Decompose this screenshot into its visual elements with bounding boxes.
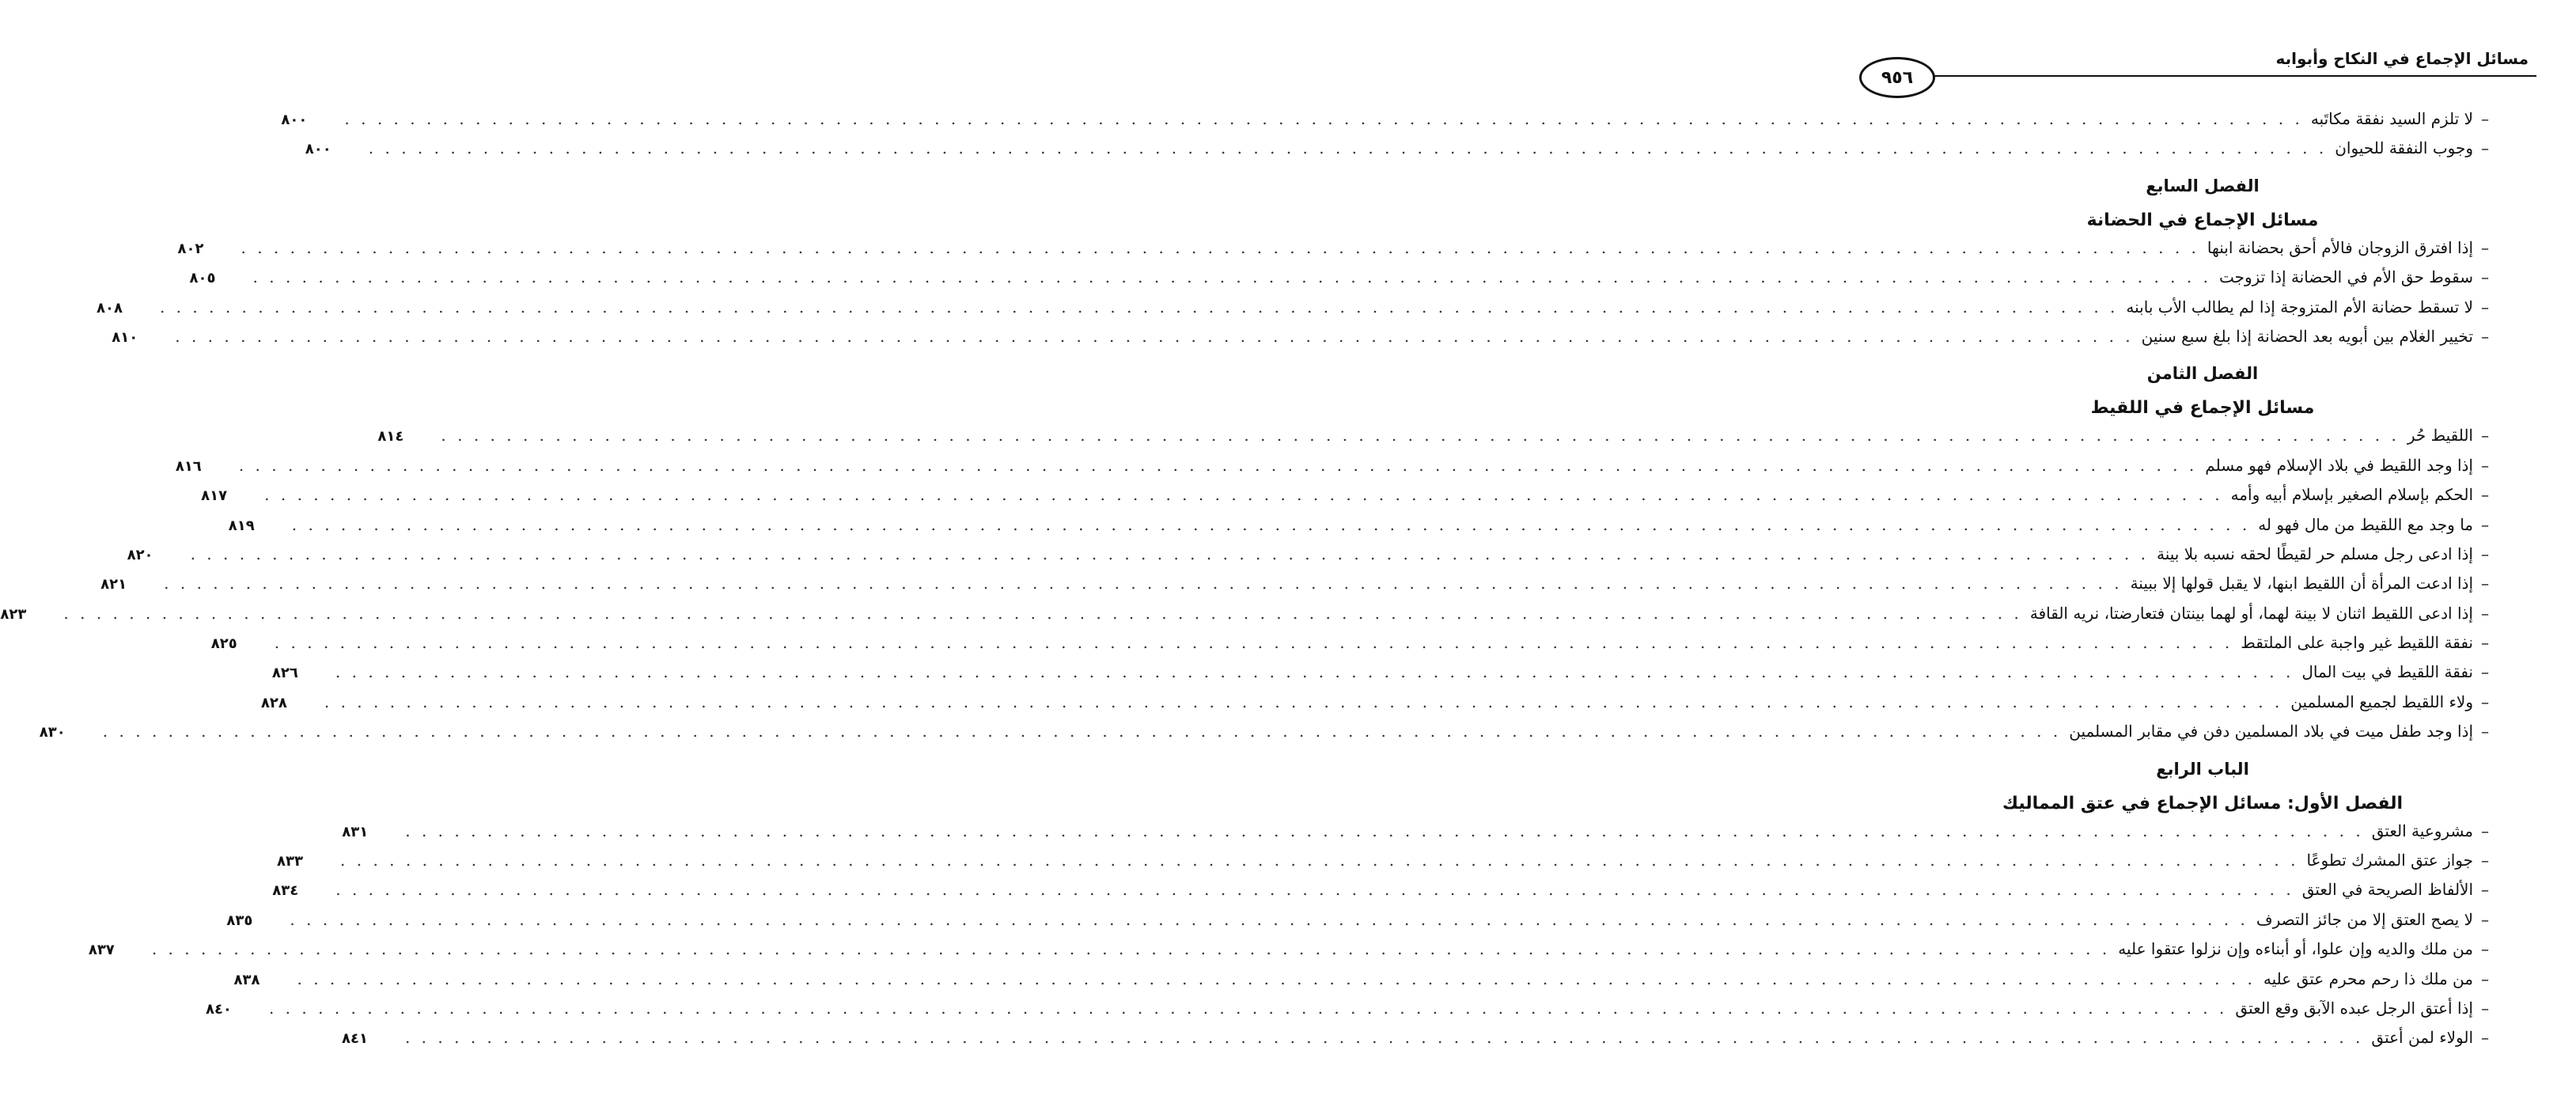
bullet-dash: – xyxy=(2481,603,2489,623)
toc-entry xyxy=(277,851,2489,880)
chapter-heading: الباب الرابع xyxy=(2156,759,2249,779)
dot-leader: . . . . . . . . . . . . . . . . . . . . . . . . . . . . . . . . . . . . . . . . . . . . . . . . . . . . . . . . . . . . . . . . . . . . . . . . . . . . . . . . . . . . . . . . . . . . . . . . . . . . . . . . . . . . . . . . . . . . . . . . xyxy=(102,722,2062,741)
dot-leader: . . . . . . . . . . . . . . . . . . . . . . . . . . . . . . . . . . . . . . . . . . . . . . . . . . . . . . . . . . . . . . . . . . . . . . . . . . . . . . . . . . . . . . . . . . . . . . . . . . . . . . . . . . . . . . . . . . . . . . . . xyxy=(164,574,2123,593)
toc-entry xyxy=(210,633,2489,662)
bullet-dash: – xyxy=(2481,455,2489,475)
toc-entry-page: ٨٢٨ xyxy=(260,694,287,711)
dot-leader: . . . . . . . . . . . . . . . . . . . . . . . . . . . . . . . . . . . . . . . . . . . . . . . . . . . . . . . . . . . . . . . . . . . . . . . . . . . . . . . . . . . . . . . . . . . . . . . . . . . . . . . . . . . . . . . . . . . . . . . . xyxy=(335,662,2294,682)
bullet-dash: – xyxy=(2481,1028,2489,1048)
toc-entry-title: مشروعية العتق xyxy=(2371,821,2473,840)
toc-entry xyxy=(39,722,2489,751)
toc-entry-page: ٨٣٠ xyxy=(39,724,66,741)
bullet-dash: – xyxy=(2481,969,2489,988)
toc-entry-page: ٨٠٥ xyxy=(189,270,216,287)
toc-entry-page: ٨١٤ xyxy=(377,428,404,446)
bullet-dash: – xyxy=(2481,851,2489,870)
toc-entry-title: وجوب النفقة للحيوان xyxy=(2335,138,2473,158)
table-of-contents xyxy=(0,109,2489,1058)
toc-entry-page: ٨١٦ xyxy=(175,457,202,475)
toc-entry-page: ٨٣٨ xyxy=(233,971,260,988)
bullet-dash: – xyxy=(2481,998,2489,1018)
dot-leader: . . . . . . . . . . . . . . . . . . . . . . . . . . . . . . . . . . . . . . . . . . . . . . . . . . . . . . . . . . . . . . . . . . . . . . . . . . . . . . . . . . . . . . . . . . . . . . . . . . . . . . . . . . . . . . . . . . . . . . . . xyxy=(324,692,2283,711)
bullet-dash: – xyxy=(2481,514,2489,534)
page-number-badge xyxy=(1859,57,1935,98)
toc-entry-page: ٨٢٠ xyxy=(127,546,153,563)
chapter-subheading: مسائل الإجماع في اللقيط xyxy=(2090,398,2315,419)
toc-entry-title: الولاء لمن أعتق xyxy=(2371,1028,2473,1048)
dot-leader: . . . . . . . . . . . . . . . . . . . . . . . . . . . . . . . . . . . . . . . . . . . . . . . . . . . . . . . . . . . . . . . . . . . . . . . . . . . . . . . . . . . . . . . . . . . . . . . . . . . . . . . . . . . . . . . . . . . . . . . . xyxy=(441,426,2400,446)
dot-leader: . . . . . . . . . . . . . . . . . . . . . . . . . . . . . . . . . . . . . . . . . . . . . . . . . . . . . . . . . . . . . . . . . . . . . . . . . . . . . . . . . . . . . . . . . . . . . . . . . . . . . . . . . . . . . . . . . . . . . . . . xyxy=(264,485,2223,505)
toc-entry-title: من ملك والديه وإن علوا، أو أبناءه وإن نزلوا عتقوا عليه xyxy=(2118,939,2473,959)
toc-entry-title: سقوط حق الأم في الحضانة إذا تزوجت xyxy=(2218,267,2473,287)
toc-entry-title: الحكم بإسلام الصغير بإسلام أبيه وأمه xyxy=(2230,485,2473,505)
toc-entry-page: ٨٠٠ xyxy=(281,112,308,128)
toc-entry-title: الألفاظ الصريحة في العتق xyxy=(2301,880,2473,900)
dot-leader: . . . . . . . . . . . . . . . . . . . . . . . . . . . . . . . . . . . . . . . . . . . . . . . . . . . . . . . . . . . . . . . . . . . . . . . . . . . . . . . . . . . . . . . . . . . . . . . . . . . . . . . . . . . . . . . . . . . . . . . . xyxy=(368,138,2328,158)
toc-entry-page: ٨١٠ xyxy=(112,328,138,346)
toc-entry-title: لا تسقط حضانة الأم المتزوجة إذا لم يطالب الأب بابنه xyxy=(2126,297,2473,317)
bullet-dash: – xyxy=(2481,237,2489,257)
dot-leader: . . . . . . . . . . . . . . . . . . . . . . . . . . . . . . . . . . . . . . . . . . . . . . . . . . . . . . . . . . . . . . . . . . . . . . . . . . . . . . . . . . . . . . . . . . . . . . . . . . . . . . . . . . . . . . . . . . . . . . . . xyxy=(335,880,2294,900)
bullet-dash: – xyxy=(2481,821,2489,840)
chapter-heading: الفصل السابع xyxy=(2146,176,2260,195)
dot-leader: . . . . . . . . . . . . . . . . . . . . . . . . . . . . . . . . . . . . . . . . . . . . . . . . . . . . . . . . . . . . . . . . . . . . . . . . . . . . . . . . . . . . . . . . . . . . . . . . . . . . . . . . . . . . . . . . . . . . . . . . xyxy=(175,326,2134,346)
toc-entry xyxy=(0,603,2489,633)
toc-entry xyxy=(271,662,2489,692)
dot-leader: . . . . . . . . . . . . . . . . . . . . . . . . . . . . . . . . . . . . . . . . . . . . . . . . . . . . . . . . . . . . . . . . . . . . . . . . . . . . . . . . . . . . . . . . . . . . . . . . . . . . . . . . . . . . . . . . . . . . . . . . xyxy=(190,544,2150,563)
toc-entry-page: ٨١٧ xyxy=(201,487,228,505)
chapter-subheading: مسائل الإجماع في الحضانة xyxy=(2086,210,2319,230)
dot-leader: . . . . . . . . . . . . . . . . . . . . . . . . . . . . . . . . . . . . . . . . . . . . . . . . . . . . . . . . . . . . . . . . . . . . . . . . . . . . . . . . . . . . . . . . . . . . . . . . . . . . . . . . . . . . . . . . . . . . . . . . xyxy=(404,1028,2364,1048)
bullet-dash: – xyxy=(2481,297,2489,317)
dot-leader: . . . . . . . . . . . . . . . . . . . . . . . . . . . . . . . . . . . . . . . . . . . . . . . . . . . . . . . . . . . . . . . . . . . . . . . . . . . . . . . . . . . . . . . . . . . . . . . . . . . . . . . . . . . . . . . . . . . . . . . . xyxy=(405,821,2364,840)
toc-entry-title: إذا ادعى رجل مسلم حر لقيطًا لحقه نسبه بلا بينة xyxy=(2157,544,2473,563)
toc-entry xyxy=(175,455,2489,485)
chapter-heading: الفصل الثامن xyxy=(2146,364,2259,384)
dot-leader: . . . . . . . . . . . . . . . . . . . . . . . . . . . . . . . . . . . . . . . . . . . . . . . . . . . . . . . . . . . . . . . . . . . . . . . . . . . . . . . . . . . . . . . . . . . . . . . . . . . . . . . . . . . . . . . . . . . . . . . . xyxy=(241,237,2199,257)
page-number: ٩٥٦ xyxy=(1881,67,1914,88)
toc-entry-title: ما وجد مع اللقيط من مال فهو له xyxy=(2258,514,2473,534)
toc-entry xyxy=(226,909,2489,939)
toc-entry xyxy=(228,514,2489,544)
dot-leader: . . . . . . . . . . . . . . . . . . . . . . . . . . . . . . . . . . . . . . . . . . . . . . . . . . . . . . . . . . . . . . . . . . . . . . . . . . . . . . . . . . . . . . . . . . . . . . . . . . . . . . . . . . . . . . . . . . . . . . . . xyxy=(291,514,2251,534)
dot-leader: . . . . . . . . . . . . . . . . . . . . . . . . . . . . . . . . . . . . . . . . . . . . . . . . . . . . . . . . . . . . . . . . . . . . . . . . . . . . . . . . . . . . . . . . . . . . . . . . . . . . . . . . . . . . . . . . . . . . . . . . xyxy=(290,909,2248,929)
bullet-dash: – xyxy=(2481,544,2489,563)
toc-entry-title: جواز عتق المشرك تطوعًا xyxy=(2306,851,2473,870)
toc-entry-page: ٨٤١ xyxy=(341,1030,368,1048)
toc-entry-page: ٨٤٠ xyxy=(205,1000,232,1018)
toc-entry-page: ٨٣٤ xyxy=(272,882,299,900)
toc-entry-page: ٨٠٢ xyxy=(177,240,204,257)
running-header-title: مسائل الإجماع في النكاح وأبوابه xyxy=(2275,49,2529,68)
toc-entry-page: ٨٢٦ xyxy=(271,665,298,682)
dot-leader: . . . . . . . . . . . . . . . . . . . . . . . . . . . . . . . . . . . . . . . . . . . . . . . . . . . . . . . . . . . . . . . . . . . . . . . . . . . . . . . . . . . . . . . . . . . . . . . . . . . . . . . . . . . . . . . . . . . . . . . . xyxy=(268,998,2228,1018)
toc-entry-page: ٨٣١ xyxy=(342,823,369,840)
toc-entry-page: ٨٢٣ xyxy=(0,605,27,623)
toc-entry-title: نفقة اللقيط في بيت المال xyxy=(2301,662,2473,682)
toc-entry xyxy=(127,544,2489,574)
bullet-dash: – xyxy=(2481,909,2489,929)
dot-leader: . . . . . . . . . . . . . . . . . . . . . . . . . . . . . . . . . . . . . . . . . . . . . . . . . . . . . . . . . . . . . . . . . . . . . . . . . . . . . . . . . . . . . . . . . . . . . . . . . . . . . . . . . . . . . . . . . . . . . . . . xyxy=(274,633,2233,653)
toc-entry xyxy=(281,109,2489,138)
toc-entry xyxy=(177,237,2489,267)
toc-entry-title: ولاء اللقيط لجميع المسلمين xyxy=(2290,692,2473,711)
dot-leader: . . . . . . . . . . . . . . . . . . . . . . . . . . . . . . . . . . . . . . . . . . . . . . . . . . . . . . . . . . . . . . . . . . . . . . . . . . . . . . . . . . . . . . . . . . . . . . . . . . . . . . . . . . . . . . . . . . . . . . . . xyxy=(344,109,2303,128)
bullet-dash: – xyxy=(2481,326,2489,346)
bullet-dash: – xyxy=(2481,267,2489,287)
bullet-dash: – xyxy=(2481,138,2489,158)
toc-entry xyxy=(205,998,2489,1028)
bullet-dash: – xyxy=(2481,692,2489,711)
toc-entry-page: ٨٣٣ xyxy=(277,853,303,870)
toc-entry xyxy=(189,267,2489,297)
bullet-dash: – xyxy=(2481,633,2489,653)
toc-entry-page: ٨٣٧ xyxy=(88,942,115,959)
toc-entry xyxy=(272,880,2489,909)
toc-entry xyxy=(201,485,2489,514)
toc-entry xyxy=(112,326,2489,356)
bullet-dash: – xyxy=(2481,485,2489,505)
toc-entry xyxy=(341,1028,2489,1057)
dot-leader: . . . . . . . . . . . . . . . . . . . . . . . . . . . . . . . . . . . . . . . . . . . . . . . . . . . . . . . . . . . . . . . . . . . . . . . . . . . . . . . . . . . . . . . . . . . . . . . . . . . . . . . . . . . . . . . . . . . . . . . . xyxy=(252,267,2211,287)
bullet-dash: – xyxy=(2481,880,2489,900)
toc-entry xyxy=(342,821,2489,851)
chapter-subheading: الفصل الأول: مسائل الإجماع في عتق المماليك xyxy=(2002,793,2404,813)
bullet-dash: – xyxy=(2481,426,2489,446)
toc-entry xyxy=(377,426,2489,455)
toc-entry-page: ٨٠٨ xyxy=(96,299,123,317)
toc-entry xyxy=(260,692,2489,722)
toc-entry xyxy=(88,939,2489,969)
bullet-dash: – xyxy=(2481,722,2489,741)
toc-entry-page: ٨٢١ xyxy=(100,576,127,593)
toc-entry xyxy=(233,969,2489,999)
dot-leader: . . . . . . . . . . . . . . . . . . . . . . . . . . . . . . . . . . . . . . . . . . . . . . . . . . . . . . . . . . . . . . . . . . . . . . . . . . . . . . . . . . . . . . . . . . . . . . . . . . . . . . . . . . . . . . . . . . . . . . . . xyxy=(151,939,2111,959)
bullet-dash: – xyxy=(2481,109,2489,128)
toc-entry-title: لا تلزم السيد نفقة مكاتَبه xyxy=(2310,109,2473,128)
dot-leader: . . . . . . . . . . . . . . . . . . . . . . . . . . . . . . . . . . . . . . . . . . . . . . . . . . . . . . . . . . . . . . . . . . . . . . . . . . . . . . . . . . . . . . . . . . . . . . . . . . . . . . . . . . . . . . . . . . . . . . . . xyxy=(340,851,2299,870)
bullet-dash: – xyxy=(2481,574,2489,593)
toc-entry-title: إذا ادعى اللقيط اثنان لا بينة لهما، أو لهما بينتان فتعارضتا، نريه القافة xyxy=(2029,603,2473,623)
toc-entry-page: ٨٣٥ xyxy=(226,912,253,929)
dot-leader: . . . . . . . . . . . . . . . . . . . . . . . . . . . . . . . . . . . . . . . . . . . . . . . . . . . . . . . . . . . . . . . . . . . . . . . . . . . . . . . . . . . . . . . . . . . . . . . . . . . . . . . . . . . . . . . . . . . . . . . . xyxy=(238,455,2198,475)
bullet-dash: – xyxy=(2481,939,2489,959)
toc-entry-page: ٨٢٥ xyxy=(210,635,237,653)
toc-entry xyxy=(100,574,2489,603)
toc-entry-title: نفقة اللقيط غير واجبة على الملتقط xyxy=(2241,633,2473,653)
toc-entry-title: إذا وجد طفل ميت في بلاد المسلمين دفن في مقابر المسلمين xyxy=(2069,722,2473,741)
toc-entry-title: لا يصح العتق إلا من جائز التصرف xyxy=(2256,909,2473,929)
toc-entry-title: من ملك ذا رحم محرم عتق عليه xyxy=(2263,969,2473,988)
toc-entry-title: إذا افترق الزوجان فالأم أحق بحضانة ابنها xyxy=(2207,237,2473,257)
toc-entry-page: ٨٠٠ xyxy=(305,141,331,158)
bullet-dash: – xyxy=(2481,662,2489,682)
toc-entry-title: إذا ادعت المرأة أن اللقيط ابنها، لا يقبل قولها إلا ببينة xyxy=(2130,574,2473,593)
toc-entry xyxy=(305,138,2489,168)
dot-leader: . . . . . . . . . . . . . . . . . . . . . . . . . . . . . . . . . . . . . . . . . . . . . . . . . . . . . . . . . . . . . . . . . . . . . . . . . . . . . . . . . . . . . . . . . . . . . . . . . . . . . . . . . . . . . . . . . . . . . . . . xyxy=(297,969,2256,988)
dot-leader: . . . . . . . . . . . . . . . . . . . . . . . . . . . . . . . . . . . . . . . . . . . . . . . . . . . . . . . . . . . . . . . . . . . . . . . . . . . . . . . . . . . . . . . . . . . . . . . . . . . . . . . . . . . . . . . . . . . . . . . . xyxy=(159,297,2119,317)
toc-entry-page: ٨١٩ xyxy=(228,517,255,534)
dot-leader: . . . . . . . . . . . . . . . . . . . . . . . . . . . . . . . . . . . . . . . . . . . . . . . . . . . . . . . . . . . . . . . . . . . . . . . . . . . . . . . . . . . . . . . . . . . . . . . . . . . . . . . . . . . . . . . . . . . . . . . . xyxy=(63,603,2022,623)
toc-entry-title: إذا أعتق الرجل عبده الآبق وقع العتق xyxy=(2235,998,2473,1018)
toc-entry-title: إذا وجد اللقيط في بلاد الإسلام فهو مسلم xyxy=(2205,455,2473,475)
toc-entry-title: تخيير الغلام بين أبويه بعد الحضانة إذا بلغ سبع سنين xyxy=(2141,326,2473,346)
toc-entry xyxy=(96,297,2489,327)
header-rule xyxy=(1928,75,2536,77)
toc-entry-title: اللقيط حُر xyxy=(2407,426,2473,446)
